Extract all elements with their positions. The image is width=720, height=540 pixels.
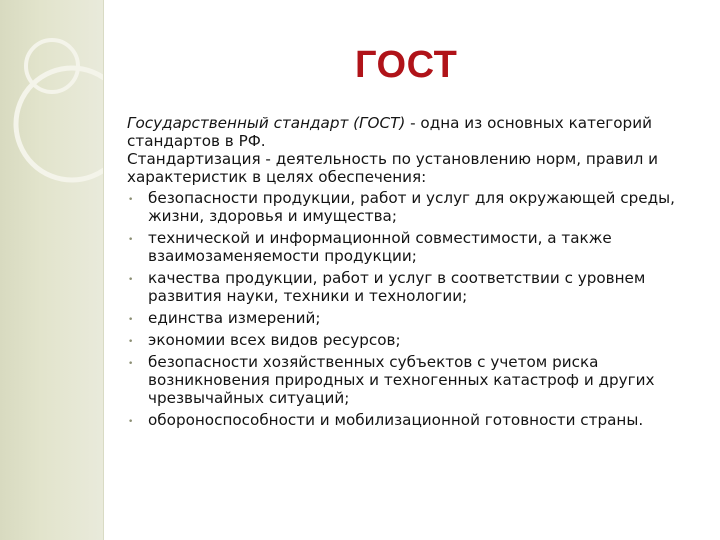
bullet-icon: • xyxy=(128,235,134,245)
decorative-side-panel xyxy=(0,0,103,540)
list-item xyxy=(127,269,705,305)
bullet-list xyxy=(127,189,705,429)
slide-title: ГОСТ xyxy=(355,44,458,86)
bullet-icon: • xyxy=(128,195,134,205)
bullet-icon: • xyxy=(128,337,134,347)
list-item-text: безопасности продукции, работ и услуг для окружающей среды, жизни, здоровья и имущества; xyxy=(148,189,675,225)
decorative-rings xyxy=(0,0,103,540)
bullet-icon: • xyxy=(128,275,134,285)
definition-term: Государственный стандарт (ГОСТ) xyxy=(127,114,406,132)
panel-divider xyxy=(103,0,104,540)
ring-large xyxy=(16,68,103,180)
list-item xyxy=(127,309,705,327)
list-item-text: экономии всех видов ресурсов; xyxy=(148,331,401,349)
list-item-text: безопасности хозяйственных субъектов с учетом риска возникновения природных и техногенных катастроф и других чрезвычайных ситуаций; xyxy=(148,353,655,407)
slide-body xyxy=(127,114,705,433)
list-item-text: единства измерений; xyxy=(148,309,321,327)
list-item xyxy=(127,229,705,265)
list-item-text: технической и информационной совместимости, а также взаимозаменяемости продукции; xyxy=(148,229,612,265)
definition-paragraph xyxy=(127,114,705,150)
list-item xyxy=(127,331,705,349)
bullet-icon: • xyxy=(128,315,134,325)
list-item-text: качества продукции, работ и услуг в соответствии с уровнем развития науки, техники и технологии; xyxy=(148,269,646,305)
list-item xyxy=(127,189,705,225)
list-item-text: обороноспособности и мобилизационной готовности страны. xyxy=(148,411,644,429)
bullet-icon: • xyxy=(128,417,134,427)
list-item xyxy=(127,411,705,429)
list-item xyxy=(127,353,705,407)
bullet-icon: • xyxy=(128,359,134,369)
intro-paragraph: Стандартизация - деятельность по установлению норм, правил и характеристик в целях обеспечения: xyxy=(127,150,658,186)
definition-rest: - одна из основных категорий стандартов в РФ. xyxy=(127,114,652,150)
